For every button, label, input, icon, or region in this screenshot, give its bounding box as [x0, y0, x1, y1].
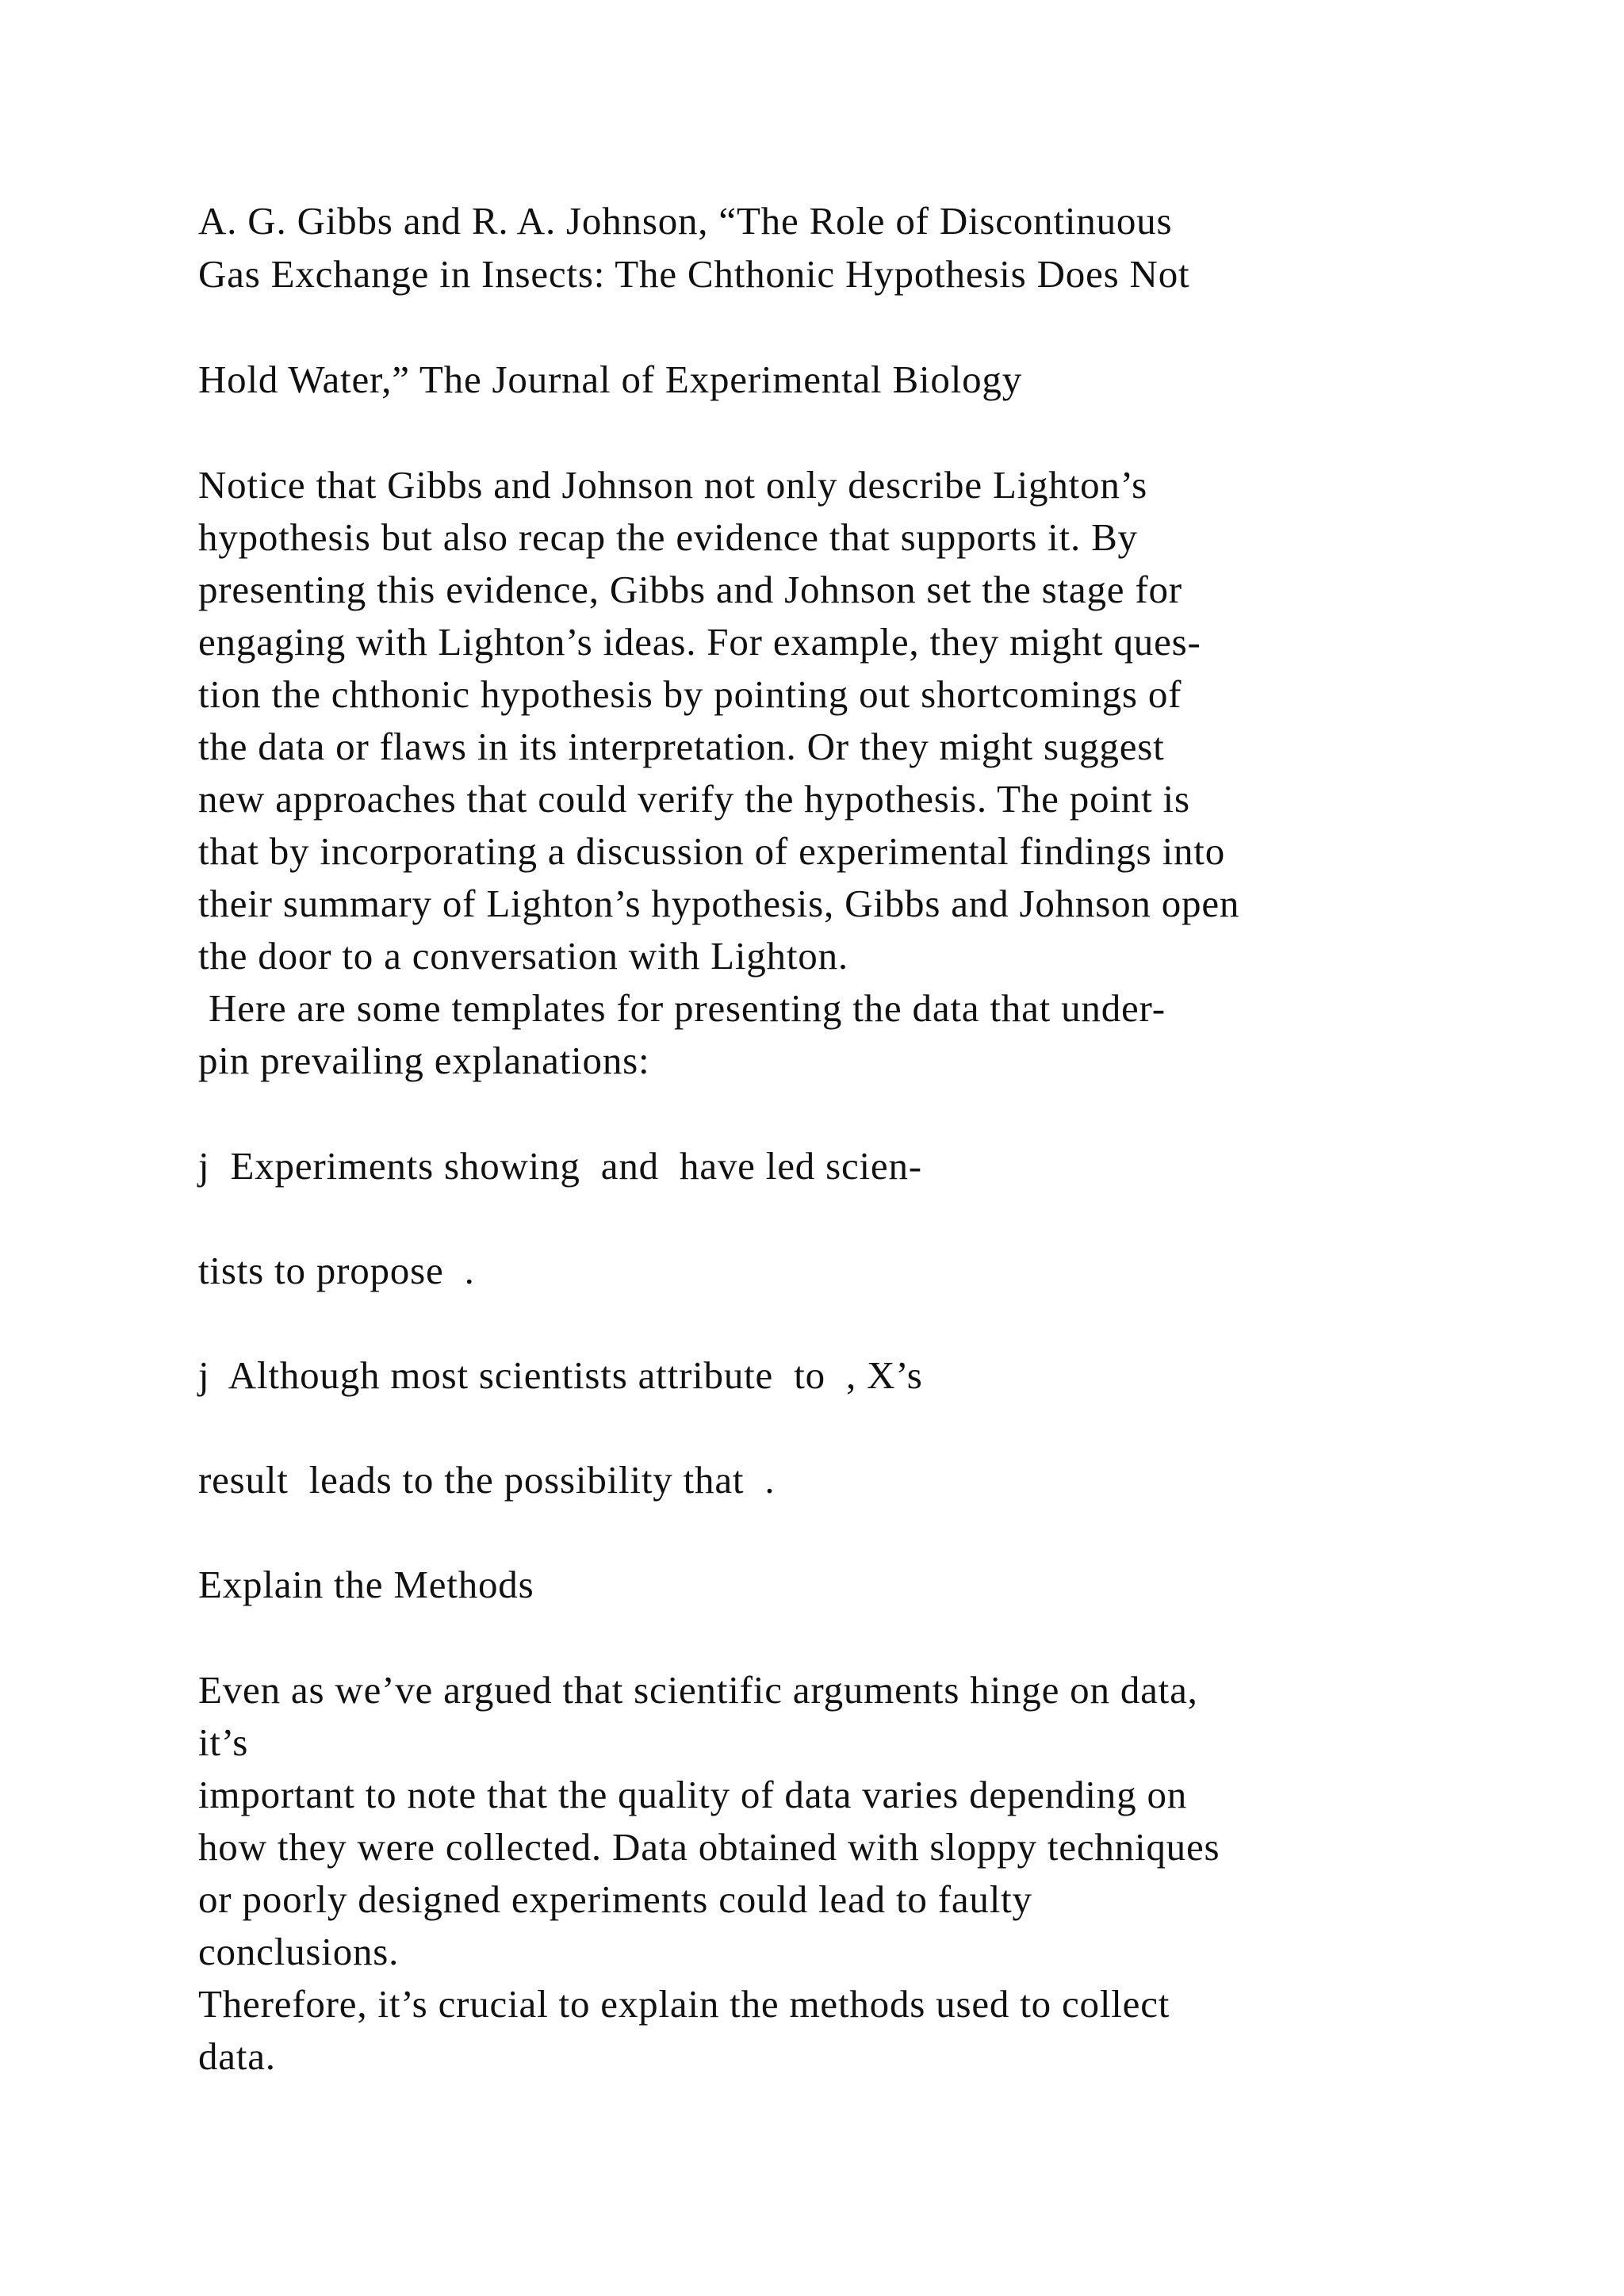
citation-line-2: Gas Exchange in Insects: The Chthonic Hypothesis Does Not [198, 252, 1190, 296]
paragraph-line: pin prevailing explanations: [198, 1039, 650, 1082]
template-line: j Experiments showing and have led scien- [198, 1144, 922, 1188]
section-heading: Explain the Methods [198, 1563, 534, 1606]
paragraph-line: conclusions. [198, 1930, 400, 1973]
citation-line-1: A. G. Gibbs and R. A. Johnson, “The Role of Discontinuous [198, 199, 1173, 243]
paragraph-line: data. [198, 2034, 276, 2078]
template-line: tists to propose . [198, 1249, 475, 1292]
paragraph-line: how they were collected. Data obtained with sloppy techniques [198, 1825, 1220, 1869]
paragraph-line: that by incorporating a discussion of experimental findings into [198, 829, 1226, 873]
template-line: j Although most scientists attribute to , X’s [198, 1353, 923, 1397]
paragraph-line: their summary of Lighton’s hypothesis, Gibbs and Johnson open [198, 882, 1240, 925]
paragraph-line: the data or flaws in its interpretation. Or they might suggest [198, 725, 1165, 768]
paragraph-line: presenting this evidence, Gibbs and Johnson set the stage for [198, 568, 1182, 611]
template-line: result leads to the possibility that . [198, 1458, 776, 1502]
paragraph-line: important to note that the quality of data varies depending on [198, 1773, 1188, 1816]
paragraph-line: Even as we’ve argued that scientific arguments hinge on data, [198, 1668, 1198, 1712]
citation-line-3: Hold Water,” The Journal of Experimental Biology [198, 358, 1023, 401]
paragraph-line: tion the chthonic hypothesis by pointing out shortcomings of [198, 672, 1182, 716]
paragraph-line: Here are some templates for presenting the data that under- [198, 986, 1166, 1030]
paragraph-line: or poorly designed experiments could lead to faulty [198, 1877, 1032, 1921]
paragraph-line: it’s [198, 1720, 249, 1764]
paragraph-line: Notice that Gibbs and Johnson not only describe Lighton’s [198, 463, 1147, 507]
paragraph-line: the door to a conversation with Lighton. [198, 934, 848, 978]
paragraph-line: new approaches that could verify the hypothesis. The point is [198, 777, 1190, 821]
paragraph-line: Therefore, it’s crucial to explain the methods used to collect [198, 1982, 1170, 2026]
paragraph-line: engaging with Lighton’s ideas. For example, they might ques- [198, 620, 1201, 664]
paragraph-line: hypothesis but also recap the evidence that supports it. By [198, 515, 1138, 559]
